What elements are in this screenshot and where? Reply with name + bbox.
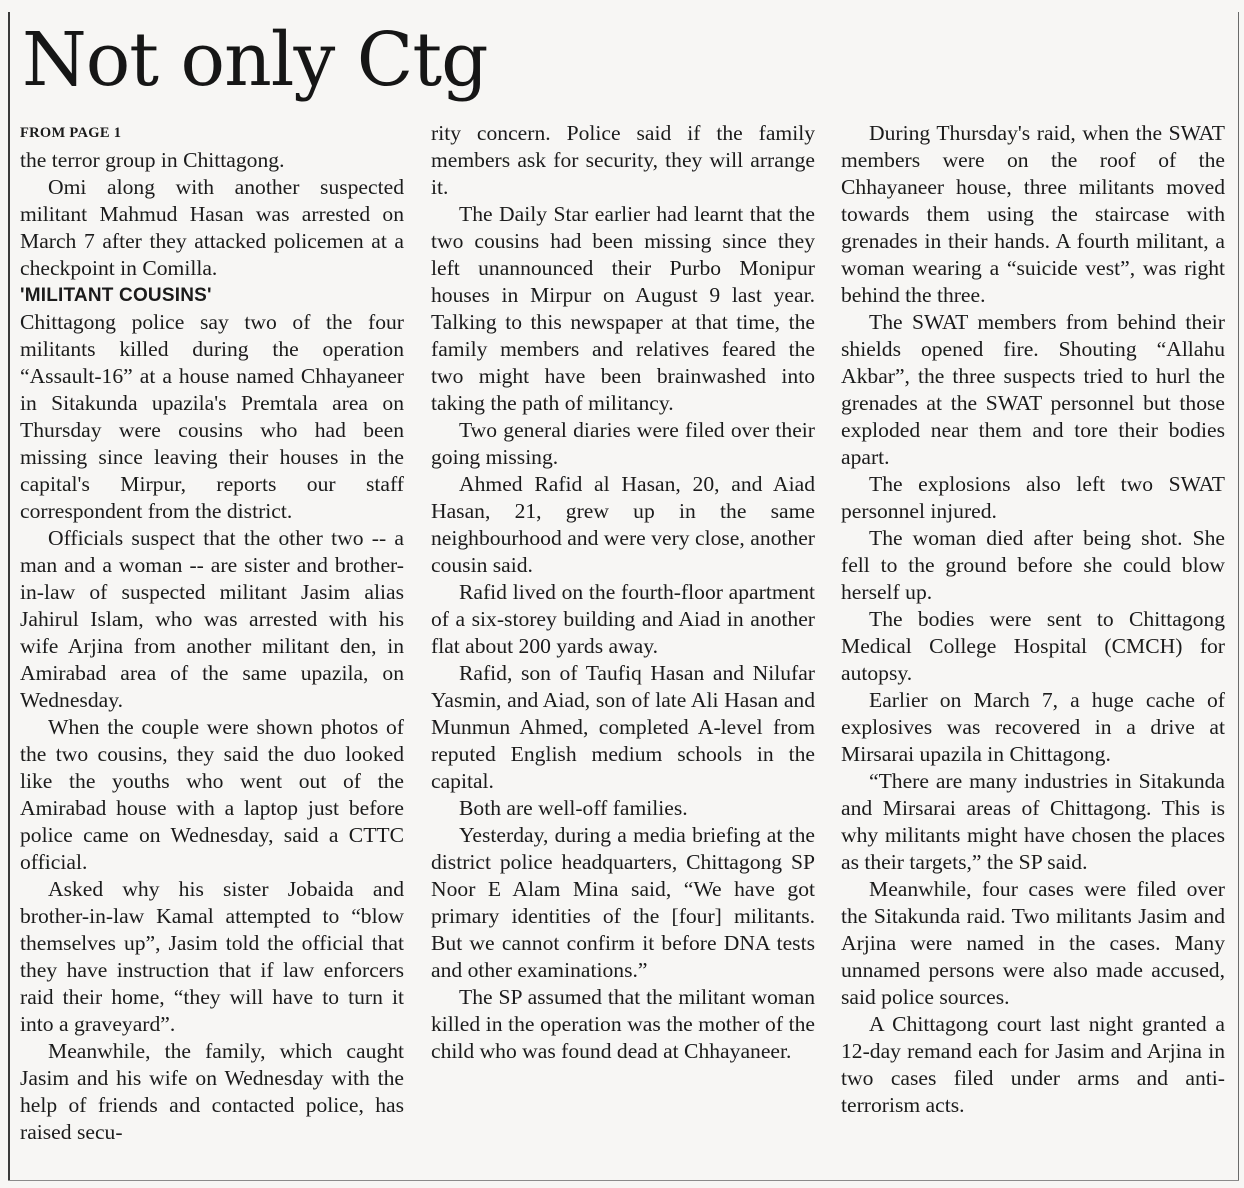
left-border-rule (8, 12, 10, 1180)
paragraph: the terror group in Chittagong. (20, 148, 285, 172)
paragraph: Omi along with another suspected militant Mahmud Hasan was arrested on March 7 after they attacked policemen at a checkpoint in Comilla. (20, 175, 404, 280)
paragraph: A Chittagong court last night granted a 12-day remand each for Jasim and Arjina in two cases filed under arms and anti-terrorism acts. (841, 1012, 1225, 1117)
paragraph: The Daily Star earlier had learnt that the two cousins had been missing since they left unannounced their Purbo Monipur houses in Mirpur on August 9 last year. Talking to this newspaper at that time, the family members and relatives feared the two might have been brainwashed into taking the path of militancy. (431, 202, 815, 415)
paragraph: The SP assumed that the militant woman killed in the operation was the mother of the child who was found dead at Chhayaneer. (431, 985, 815, 1063)
paragraph: Officials suspect that the other two -- a man and a woman -- are sister and brother-in-law of suspected militant Jasim alias Jahirul Islam, who was arrested with his wife Arjina from another militant den, in Amirabad area of the same upazila, on Wednesday. (20, 526, 404, 712)
paragraph: Yesterday, during a media briefing at the district police headquarters, Chittagong SP Noor E Alam Mina said, “We have got primary identities of the [four] militants. But we cannot confirm it before DNA tests and other examinations.” (431, 823, 815, 982)
paragraph: The explosions also left two SWAT personnel injured. (841, 472, 1225, 523)
paragraph: During Thursday's raid, when the SWAT members were on the roof of the Chhayaneer house, three militants moved towards them using the staircase with grenades in their hands. A fourth militant, a woman wearing a “suicide vest”, was right behind the three. (841, 121, 1225, 307)
paragraph: Rafid, son of Taufiq Hasan and Nilufar Yasmin, and Aiad, son of late Ali Hasan and Munmun Ahmed, completed A-level from reputed English medium schools in the capital. (431, 661, 815, 793)
paragraph: Asked why his sister Jobaida and brother-in-law Kamal attempted to “blow themselves up”, Jasim told the official that they have instruction that if law enforcers raid their home, “they will have to turn it into a graveyard”. (20, 877, 404, 1036)
paragraph: The bodies were sent to Chittagong Medical College Hospital (CMCH) for autopsy. (841, 607, 1225, 685)
paragraph: The woman died after being shot. She fell to the ground before she could blow herself up. (841, 526, 1225, 604)
bottom-border-rule (8, 1180, 1239, 1181)
from-page-kicker: FROM PAGE 1 (20, 125, 122, 141)
paragraph: “There are many industries in Sitakunda and Mirsarai areas of Chittagong. This is why militants might have chosen the places as their targets,” the SP said. (841, 769, 1225, 874)
right-border-rule (1238, 12, 1239, 1180)
paragraph: Meanwhile, four cases were filed over the Sitakunda raid. Two militants Jasim and Arjina were named in the cases. Many unnamed persons were also made accused, said police sources. (841, 877, 1225, 1009)
paragraph: Earlier on March 7, a huge cache of explosives was recovered in a drive at Mirsarai upazila in Chittagong. (841, 688, 1225, 766)
paragraph: When the couple were shown photos of the two cousins, they said the duo looked like the youths who went out of the Amirabad house with a laptop just before police came on Wednesday, said a CTTC official. (20, 715, 404, 874)
headline: Not only Ctg (22, 17, 488, 103)
article-column-3 (841, 120, 1225, 1119)
article-column-2 (431, 120, 815, 1065)
paragraph: The SWAT members from behind their shields opened fire. Shouting “Allahu Akbar”, the three suspects tried to hurl the grenades at the SWAT personnel but those exploded near them and tore their bodies apart. (841, 310, 1225, 469)
section-subhead: 'MILITANT COUSINS' (20, 285, 212, 306)
paragraph: Both are well-off families. (459, 796, 688, 820)
paragraph: Meanwhile, the family, which caught Jasim and his wife on Wednesday with the help of friends and contacted police, has raised secu- (20, 1039, 404, 1144)
paragraph: Two general diaries were filed over their going missing. (431, 418, 815, 469)
paragraph: Ahmed Rafid al Hasan, 20, and Aiad Hasan, 21, grew up in the same neighbourhood and were very close, another cousin said. (431, 472, 815, 577)
paragraph: rity concern. Police said if the family members ask for security, they will arrange it. (431, 121, 815, 199)
paragraph: Rafid lived on the fourth-floor apartment of a six-storey building and Aiad in another flat about 200 yards away. (431, 580, 815, 658)
paragraph: Chittagong police say two of the four militants killed during the operation “Assault-16” at a house named Chhayaneer in Sitakunda upazila's Premtala area on Thursday were cousins who had been missing since leaving their houses in the capital's Mirpur, reports our staff correspondent from the district. (20, 310, 404, 523)
article-column-1 (20, 120, 404, 1146)
